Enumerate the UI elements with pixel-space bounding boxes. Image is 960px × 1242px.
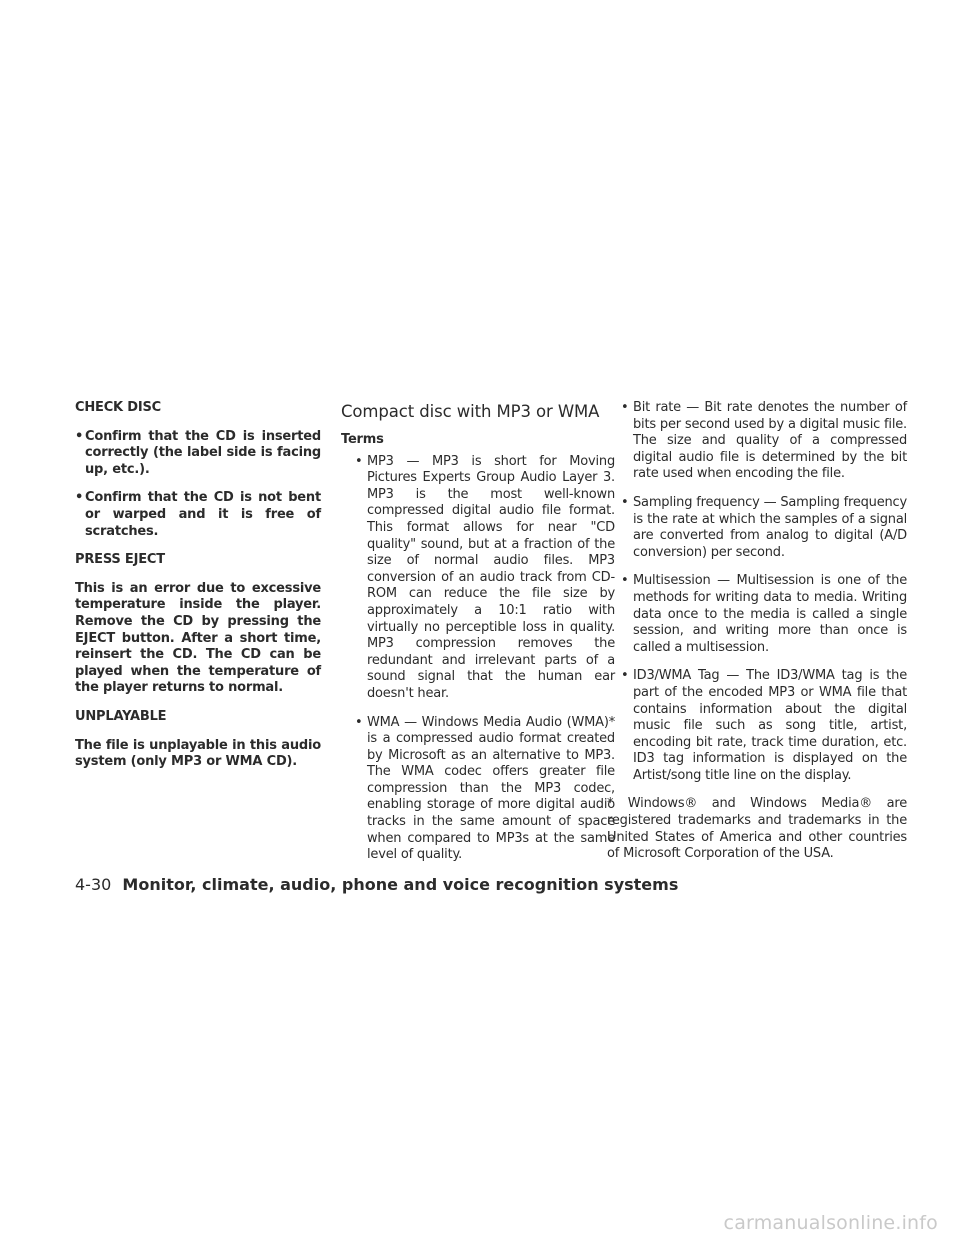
bullet-dot: • [75, 490, 84, 506]
unplayable-text: The file is unplayable in this audio system (only MP3 or WMA CD). [75, 737, 321, 770]
left-column [75, 400, 321, 783]
bullet-dot: • [355, 714, 363, 730]
section-title: Compact disc with MP3 or WMA [341, 402, 600, 421]
terms-label: Terms [341, 432, 384, 447]
term-text: WMA — Windows Media Audio (WMA)* is a compressed audio format created by Microsoft as an alternative to MP3. The WMA codec offers greater file compression than the MP3 codec, enabling storage of more digital audio tracks in the same amount of space when compared to MP3s at the same level of quality. [367, 714, 615, 863]
term-item [607, 400, 907, 483]
watermark: carmanualsonline.info [723, 1212, 938, 1234]
bullet-dot: • [75, 428, 84, 444]
bullet-text: Confirm that the CD is inserted correctly (the label side is facing up, etc.). [85, 428, 321, 477]
term-item [341, 715, 615, 864]
bullet-dot: • [621, 573, 629, 589]
term-item [607, 495, 907, 561]
term-item [341, 454, 615, 703]
chapter-title: Monitor, climate, audio, phone and voice recognition systems [122, 875, 679, 894]
unplayable-heading: UNPLAYABLE [75, 708, 167, 724]
bullet-dot: • [621, 400, 629, 415]
press-eject-text: This is an error due to excessive temperature inside the player. Remove the CD by pressing the EJECT button. After a short time, reinsert the CD. The CD can be played when the temperature of the player returns to normal. [75, 580, 321, 696]
bullet-text: Confirm that the CD is not bent or warped and it is free of scratches. [85, 490, 321, 539]
bullet-dot: • [621, 494, 629, 510]
page-footer [75, 875, 678, 895]
term-text: ID3/WMA Tag — The ID3/WMA tag is the part of the encoded MP3 or WMA file that contains information about the digital music file such as song title, artist, encoding bit rate, track time duration, etc. ID3 tag information is displayed on the Artist/song title line on the display. [633, 668, 907, 783]
press-eject-heading: PRESS EJECT [75, 552, 165, 568]
term-item [607, 668, 907, 784]
term-text: Bit rate — Bit rate denotes the number of bits per second used by a digital music file. The size and quality of a compressed digital audio file is determined by the bit rate used when encoding the file. [633, 400, 907, 482]
term-text: Multisession — Multisession is one of the methods for writing data to media. Writing data once to the media is called a single session, and writing more than once is called a multisession. [633, 573, 907, 655]
right-column [607, 400, 907, 863]
term-item [607, 573, 907, 656]
bullet-dot: • [621, 668, 629, 684]
term-text: MP3 — MP3 is short for Moving Pictures Experts Group Audio Layer 3. MP3 is the most well-known compressed digital audio file format. This format allows for near "CD quality" sound, but at a fraction of the size of normal audio files. MP3 conversion of an audio track from CD-ROM can reduce the file size by approximately a 10:1 ratio with virtually no perceptible loss in quality. MP3 compression removes the redundant and irrelevant parts of a sound signal that the human ear doesn't hear. [367, 453, 615, 701]
check-disc-heading: CHECK DISC [75, 400, 161, 415]
check-disc-bullet [75, 429, 321, 479]
term-text: Sampling frequency — Sampling frequency is the rate at which the samples of a signal are converted from analog to digital (A/D conversion) per second. [633, 494, 907, 560]
page-number: 4-30 [75, 875, 112, 894]
check-disc-bullet [75, 490, 321, 540]
trademark-footnote: * Windows® and Windows Media® are registered trademarks and trademarks in the United States of America and other countries of Microsoft Corporation of the USA. [607, 796, 907, 862]
bullet-dot: • [355, 453, 363, 469]
middle-column [341, 400, 615, 876]
